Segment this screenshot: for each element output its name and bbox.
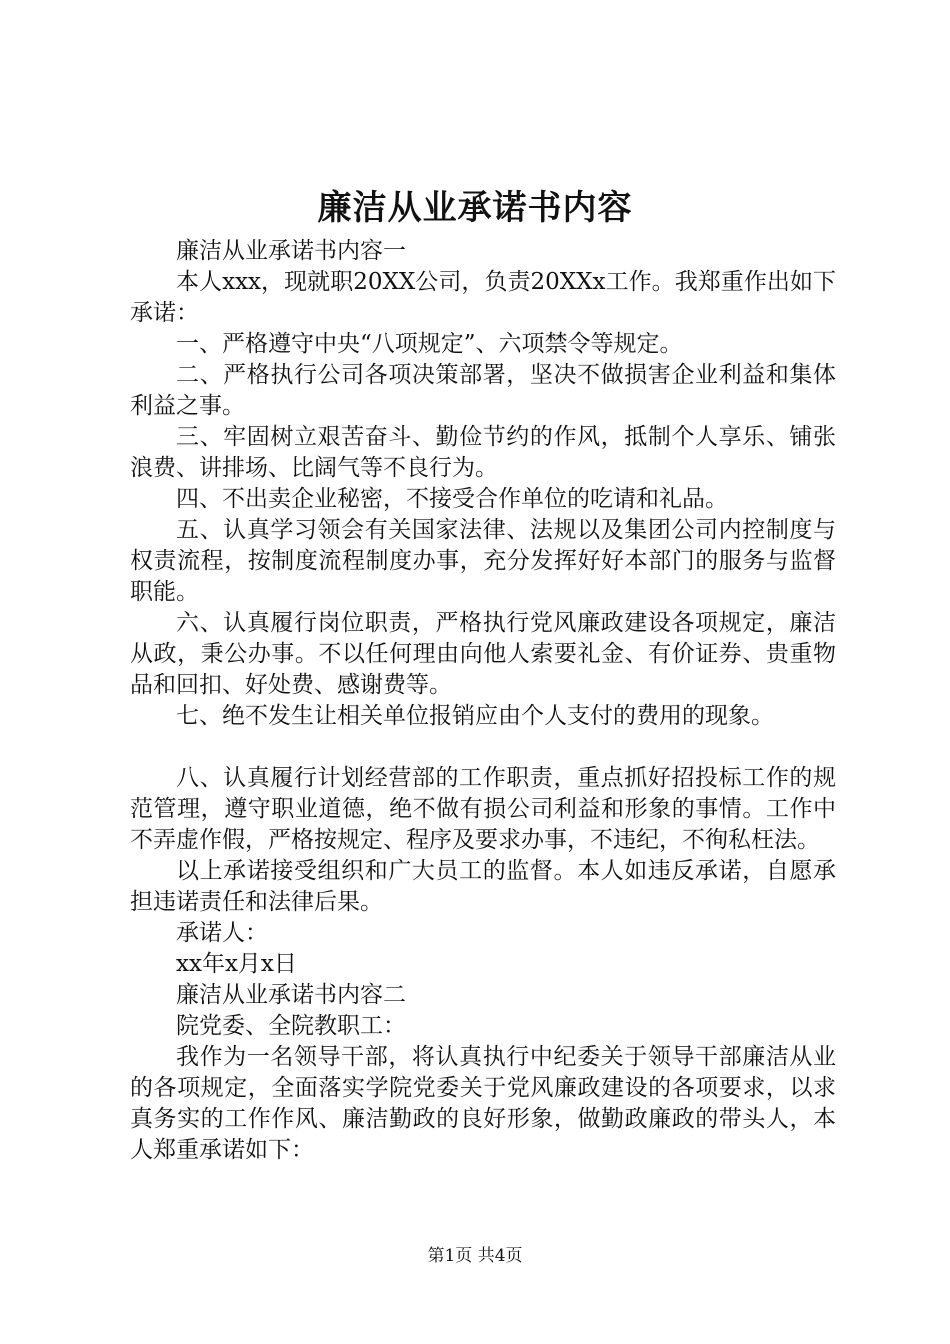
section-heading-2: 廉洁从业承诺书内容二 [176, 982, 406, 1008]
commitment-item-2: 二、严格执行公司各项决策部署，坚决不做损害企业利益和集体利益之事。 [130, 362, 836, 419]
commitment-item-7: 七、绝不发生让相关单位报销应由个人支付的费用的现象。 [176, 703, 774, 729]
document-body [130, 236, 836, 1166]
section-heading-1: 廉洁从业承诺书内容一 [176, 238, 406, 264]
intro-paragraph: 本人xxx，现就职20XX公司，负责20XXx工作。我郑重作出如下承诺： [130, 269, 836, 326]
signature-date: xx年x月x日 [176, 951, 297, 977]
commitment-item-5: 五、认真学习领会有关国家法律、法规以及集团公司内控制度与权责流程，按制度流程制度办事，充分发挥好好本部门的服务与监督职能。 [130, 517, 836, 605]
supervision-paragraph: 以上承诺接受组织和广大员工的监督。本人如违反承诺，自愿承担违诺责任和法律后果。 [130, 858, 836, 915]
document-title: 廉洁从业承诺书内容 [317, 188, 633, 228]
signatory-label: 承诺人： [176, 920, 268, 946]
commitment-item-6: 六、认真履行岗位职责，严格执行党风廉政建设各项规定，廉洁从政，秉公办事。不以任何理由向他人索要礼金、有价证券、贵重物品和回扣、好处费、感谢费等。 [130, 610, 836, 698]
pledge-paragraph: 我作为一名领导干部，将认真执行中纪委关于领导干部廉洁从业的各项规定，全面落实学院党委关于党风廉政建设的各项要求，以求真务实的工作作风、廉洁勤政的良好形象，做勤政廉政的带头人，本人郑重承诺如下： [130, 1044, 836, 1163]
commitment-item-8: 八、认真履行计划经营部的工作职责，重点抓好招投标工作的规范管理，遵守职业道德，绝不做有损公司利益和形象的事情。工作中不弄虚作假，严格按规定、程序及要求办事，不违纪，不徇私枉法。 [130, 765, 836, 853]
page-number-footer: 第1页 共4页 [427, 1246, 523, 1266]
commitment-item-4: 四、不出卖企业秘密，不接受合作单位的吃请和礼品。 [176, 486, 728, 512]
salutation: 院党委、全院教职工： [176, 1013, 406, 1039]
commitment-item-1: 一、严格遵守中央“八项规定”、六项禁令等规定。 [176, 331, 683, 357]
commitment-item-3: 三、牢固树立艰苦奋斗、勤俭节约的作风，抵制个人享乐、铺张浪费、讲排场、比阔气等不良行为。 [130, 424, 836, 481]
